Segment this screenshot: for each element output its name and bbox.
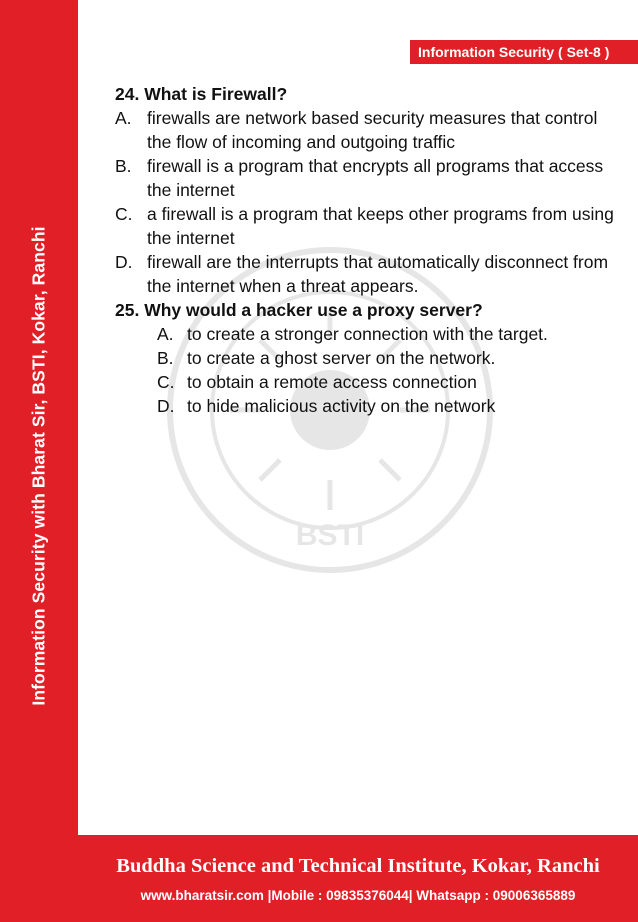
option-letter: B. [115,156,132,176]
option-text: a firewall is a program that keeps other programs from using the internet [147,204,614,248]
sidebar-title: Information Security with Bharat Sir, BSTI, Kokar, Ranchi [28,226,49,706]
left-sidebar [0,0,78,922]
option-letter: A. [157,324,174,344]
option-c [157,370,620,394]
option-d [157,394,620,418]
option-letter: A. [115,108,132,128]
option-c [115,202,620,250]
institute-name: Buddha Science and Technical Institute, Kokar, Ranchi [116,855,600,877]
option-text: to obtain a remote access connection [187,372,477,392]
contact-line: www.bharatsir.com |Mobile : 09835376044| Whatsapp : 09006365889 [140,888,576,903]
question-content [115,82,620,418]
option-b [157,346,620,370]
option-a [115,106,620,154]
option-a [157,322,620,346]
option-text: to hide malicious activity on the network [187,396,496,416]
option-text: firewalls are network based security measures that control the flow of incoming and outgoing traffic [147,108,598,152]
set-badge: Information Security ( Set-8 ) [410,40,638,64]
option-letter: D. [115,252,133,272]
question-title: 25. Why would a hacker use a proxy server? [115,300,483,320]
option-d [115,250,620,298]
watermark-label: BSTI [295,519,365,552]
option-letter: C. [157,372,175,392]
option-text: firewall are the interrupts that automatically disconnect from the internet when a threat appears. [147,252,609,296]
option-letter: B. [157,348,174,368]
option-b [115,154,620,202]
option-text: to create a ghost server on the network. [187,348,496,368]
option-letter: C. [115,204,133,224]
footer [78,835,638,922]
option-text: to create a stronger connection with the target. [187,324,548,344]
option-text: firewall is a program that encrypts all programs that access the internet [147,156,604,200]
option-letter: D. [157,396,175,416]
question-title: 24. What is Firewall? [115,84,288,104]
option-list [115,322,620,418]
